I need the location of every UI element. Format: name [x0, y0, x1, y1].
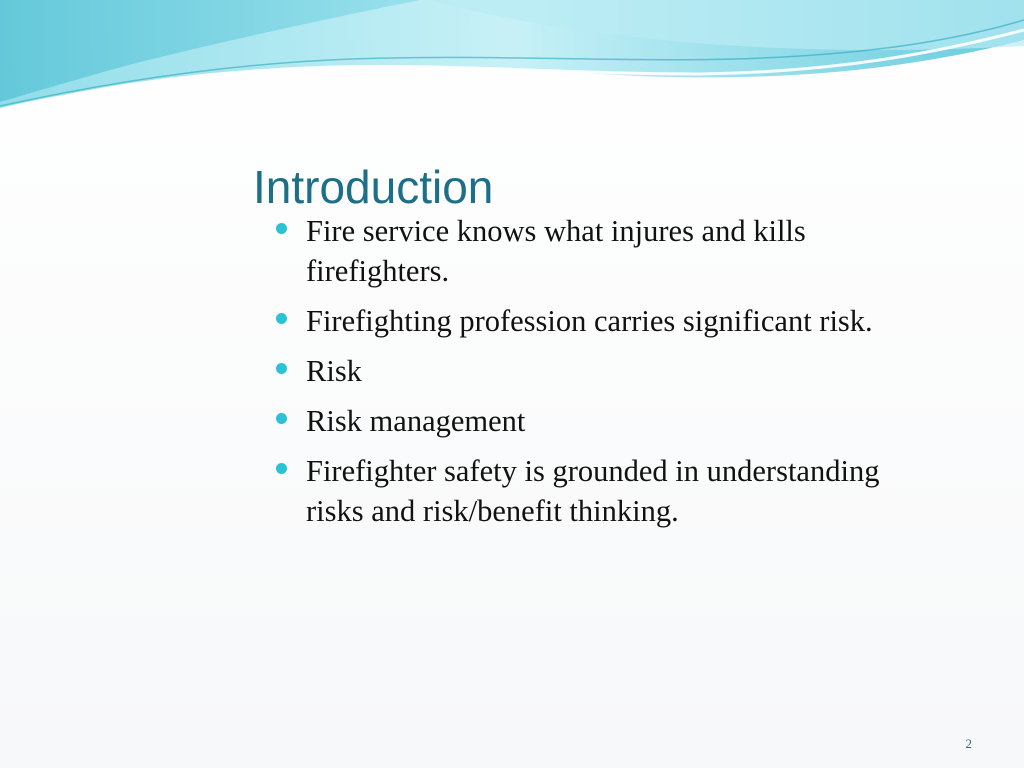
- bullet-text: Fire service knows what injures and kills firefighters.: [306, 214, 806, 288]
- bullet-item: [276, 351, 916, 391]
- bullet-item: [276, 301, 916, 341]
- bullet-dot-icon: [276, 223, 287, 234]
- header-wave-decoration: [0, 0, 1024, 130]
- bullet-item: [276, 451, 916, 531]
- slide-title: Introduction: [253, 161, 494, 213]
- bullet-text: Risk: [306, 354, 362, 388]
- bullet-item: [276, 211, 916, 291]
- bullet-item: [276, 401, 916, 441]
- bullet-list: [276, 211, 916, 541]
- bullet-text: Firefighter safety is grounded in understanding risks and risk/benefit thinking.: [306, 454, 880, 528]
- bullet-text: Firefighting profession carries significant risk.: [306, 304, 873, 338]
- bullet-dot-icon: [276, 413, 287, 424]
- bullet-dot-icon: [276, 313, 287, 324]
- page-number: 2: [965, 736, 972, 751]
- bullet-dot-icon: [276, 363, 287, 374]
- bullet-text: Risk management: [306, 404, 526, 438]
- bullet-dot-icon: [276, 463, 287, 474]
